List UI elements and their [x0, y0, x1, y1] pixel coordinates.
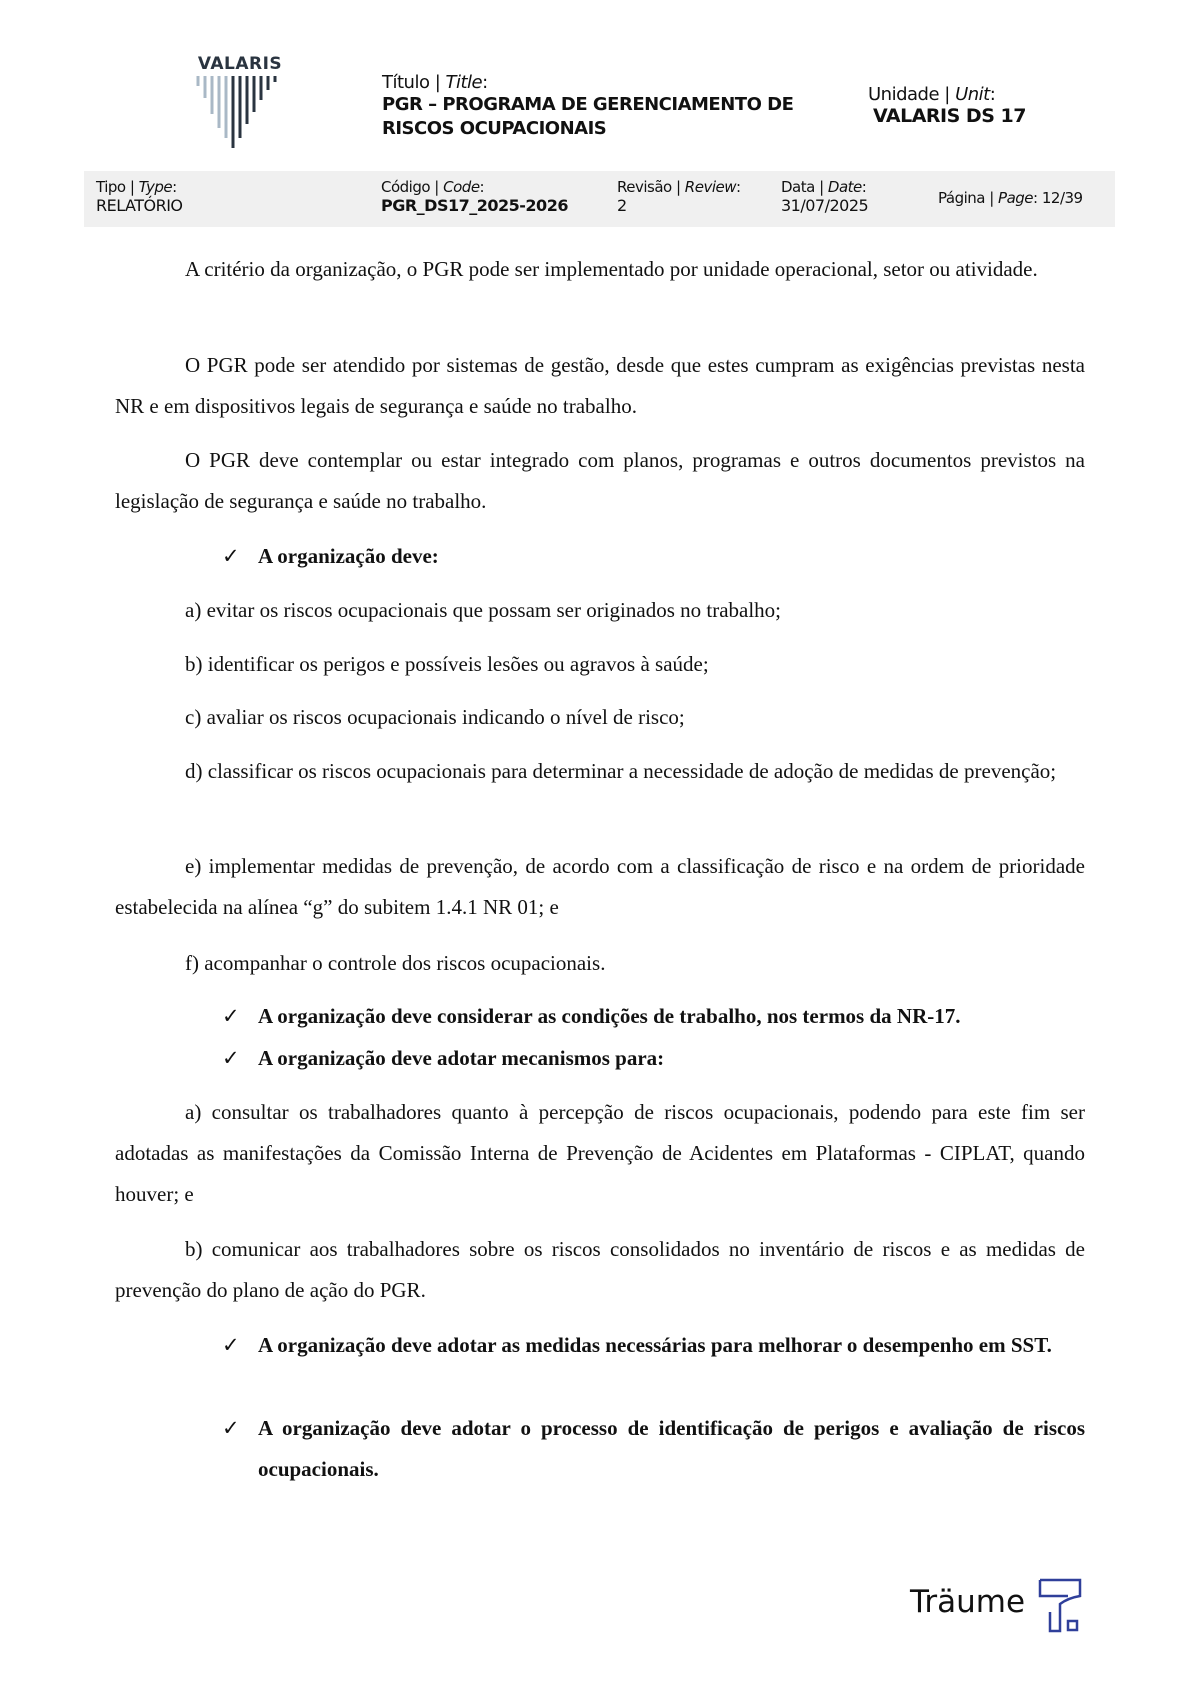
date-label: Data |: [781, 178, 828, 196]
page-label: Página |: [938, 189, 999, 207]
date-field: Data | Date: 31/07/2025: [781, 178, 869, 215]
title-label-en: Title: [445, 72, 483, 93]
code-value: PGR_DS17_2025-2026: [381, 196, 568, 215]
list-item: e) implementar medidas de prevenção, de acordo com a classificação de risco e na ordem de prioridade estabelecida na alínea “g” do subitem 1.4.1 NR 01; e: [115, 854, 1085, 919]
list-item: d) classificar os riscos ocupacionais para determinar a necessidade de adoção de medidas de prevenção;: [185, 759, 1057, 783]
date-value: 31/07/2025: [781, 196, 869, 215]
list-item: c) avaliar os riscos ocupacionais indicando o nível de risco;: [185, 705, 685, 729]
list-item: a) evitar os riscos ocupacionais que possam ser originados no trabalho;: [185, 598, 782, 622]
check-icon: ✓: [222, 544, 240, 568]
document-title-line1: PGR – PROGRAMA DE GERENCIAMENTO DE: [382, 94, 794, 115]
unit-label-en: Unit: [955, 84, 990, 105]
checklist-text: A organização deve considerar as condições de trabalho, nos termos da NR-17.: [258, 1004, 961, 1028]
checklist-text: A organização deve adotar mecanismos para:: [258, 1046, 665, 1070]
list-item: b) comunicar aos trabalhadores sobre os riscos consolidados no inventário de riscos e as medidas de prevenção do plano de ação do PGR.: [115, 1237, 1085, 1302]
review-label-en: Review: [684, 178, 736, 196]
date-label-en: Date: [827, 178, 862, 196]
list-item: b) identificar os perigos e possíveis lesões ou agravos à saúde;: [185, 652, 709, 676]
valaris-logo: VALARIS: [197, 54, 283, 74]
checklist-item: [222, 1038, 1085, 1079]
paragraph: O PGR deve contemplar ou estar integrado com planos, programas e outros documentos previstos na legislação de segurança e saúde no trabalho.: [115, 448, 1085, 513]
type-label: Tipo |: [96, 178, 139, 196]
type-label-en: Type: [138, 178, 173, 196]
unit-value: VALARIS DS 17: [873, 105, 1026, 127]
type-value: RELATÓRIO: [96, 196, 183, 215]
page-label-en: Page: [998, 189, 1034, 207]
checklist-item: [222, 996, 1085, 1037]
checklist-text: A organização deve adotar o processo de identificação de perigos e avaliação de riscos ocupacionais.: [258, 1416, 1085, 1481]
list-item: f) acompanhar o controle dos riscos ocupacionais.: [185, 951, 606, 975]
unit-label: Unidade |: [868, 84, 956, 105]
traume-logo-mark: [1028, 1576, 1088, 1636]
title-label: Título |: [382, 72, 446, 93]
type-field: Tipo | Type: RELATÓRIO: [96, 178, 183, 215]
title-block: Título | Title: PGR – PROGRAMA DE GERENCIAMENTO DE RISCOS OCUPACIONAIS: [382, 72, 794, 139]
code-label: Código |: [381, 178, 444, 196]
page-field: Página | Page: 12/39: [938, 189, 1083, 207]
checklist-text: A organização deve:: [258, 544, 439, 568]
unit-block: Unidade | Unit: VALARIS DS 17: [868, 84, 1026, 127]
page-value: 12/39: [1041, 189, 1083, 207]
checklist-item: [222, 536, 1085, 577]
check-icon: ✓: [222, 1004, 240, 1028]
check-icon: ✓: [222, 1416, 240, 1440]
review-field: Revisão | Review: 2: [617, 178, 741, 215]
review-value: 2: [617, 196, 627, 215]
traume-logo: [910, 1576, 1080, 1636]
checklist-text: A organização deve adotar as medidas necessárias para melhorar o desempenho em SST.: [258, 1333, 1052, 1357]
check-icon: ✓: [222, 1046, 240, 1070]
code-field: Código | Code: PGR_DS17_2025-2026: [381, 178, 568, 215]
code-label-en: Code: [443, 178, 480, 196]
document-title-line2: RISCOS OCUPACIONAIS: [382, 118, 607, 139]
paragraph: O PGR pode ser atendido por sistemas de gestão, desde que estes cumpram as exigências previstas nesta NR e em dispositivos legais de segurança e saúde no trabalho.: [115, 353, 1085, 418]
check-icon: ✓: [222, 1333, 240, 1357]
traume-logo-text: Träume: [910, 1584, 1026, 1620]
list-item: a) consultar os trabalhadores quanto à percepção de riscos ocupacionais, podendo para este fim ser adotadas as manifestações da Comissão Interna de Prevenção de Acidentes em Plataformas - CIPLAT, quando houver; e: [115, 1100, 1085, 1206]
checklist-item: [222, 1325, 1085, 1366]
review-label: Revisão |: [617, 178, 685, 196]
paragraph: A critério da organização, o PGR pode ser implementado por unidade operacional, setor ou atividade.: [185, 257, 1038, 281]
checklist-item: [222, 1408, 1085, 1490]
